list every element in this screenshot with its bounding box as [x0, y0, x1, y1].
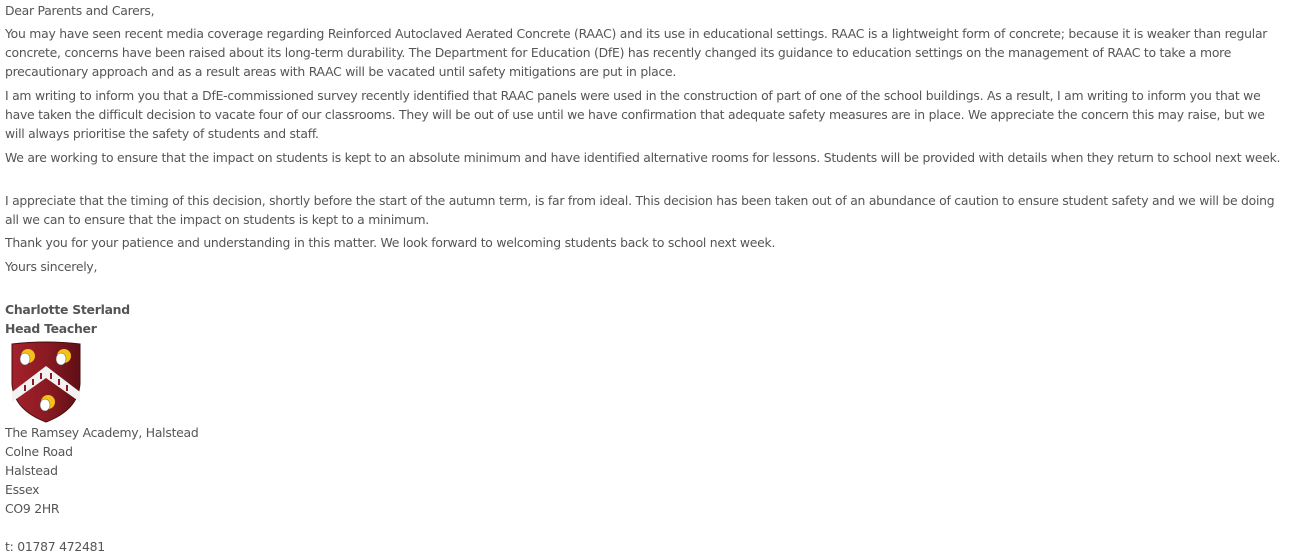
paragraph-survey: I am writing to inform you that a DfE-commissioned survey recently identified that RAAC panels were used in the construction of part of one of the school buildings. As a result, I am writing to inform you that we have taken the difficult decision to vacate four of our classrooms. They will be out of use until we have confirmation that adequate safety measures are in place. We appreciate the concern this may raise, but we will always prioritise the safety of students and staff. [5, 88, 1265, 141]
address-line-street: Colne Road [5, 444, 73, 459]
paragraph-thanks: Thank you for your patience and understanding in this matter. We look forward to welcoming students back to school next week. [5, 235, 776, 250]
signature-block [5, 300, 130, 338]
paragraph-raac-intro: You may have seen recent media coverage regarding Reinforced Autoclaved Aerated Concrete (RAAC) and its use in educational settings. RAAC is a lightweight form of concrete; because it is weaker than regular concrete, concerns have been raised about its long-term durability. The Department for Education (DfE) has recently changed its guidance to education settings on the management of RAAC to take a more precautionary approach and as a result areas with RAAC will be vacated until safety mitigations are put in place. [5, 26, 1268, 79]
address-line-county: Essex [5, 482, 40, 497]
school-crest-icon [8, 340, 84, 424]
paragraph-timing: I appreciate that the timing of this decision, shortly before the start of the autumn term, is far from ideal. This decision has been taken out of an abundance of caution to ensure student safety and we will be doing all we can to ensure that the impact on students is kept to a minimum. [5, 193, 1275, 227]
signature-title: Head Teacher [5, 321, 97, 336]
school-address [5, 423, 199, 518]
paragraph-impact: We are working to ensure that the impact on students is kept to an absolute minimum and have identified alternative rooms for lessons. Students will be provided with details when they return to school next week. [5, 150, 1281, 165]
address-line-town: Halstead [5, 463, 58, 478]
phone-number: t: 01787 472481 [5, 539, 105, 554]
sign-off: Yours sincerely, [5, 259, 98, 274]
signature-name: Charlotte Sterland [5, 302, 130, 317]
address-line-school: The Ramsey Academy, Halstead [5, 425, 199, 440]
address-postcode: CO9 2HR [5, 501, 60, 516]
greeting: Dear Parents and Carers, [5, 3, 155, 18]
